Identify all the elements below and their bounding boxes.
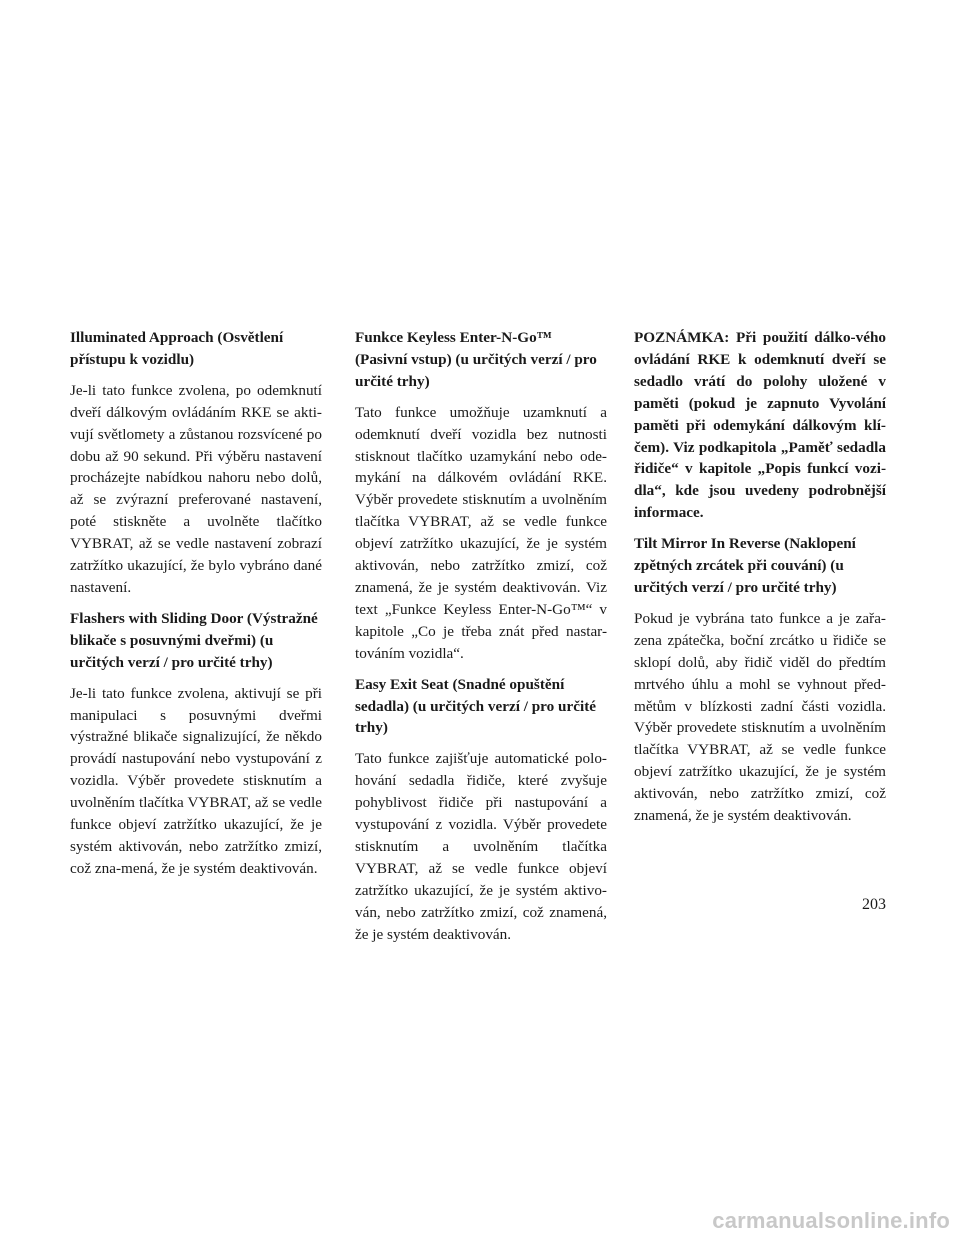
page-number: 203 bbox=[862, 896, 886, 913]
heading-easy-exit-seat: Easy Exit Seat (Snadné opuštění sedadla) (u určitých verzí / pro určité trhy) bbox=[355, 675, 596, 737]
heading-tilt-mirror-in-reverse: Tilt Mirror In Reverse (Naklopení zpětných zrcátek při couvání) (u určitých verzí / pro určité trhy) bbox=[634, 535, 856, 596]
column-left bbox=[70, 327, 322, 889]
heading-flashers-sliding-door: Flashers with Sliding Door (Výstražné blikače s posuvnými dveřmi) (u určitých verzí / pro určité trhy) bbox=[70, 609, 318, 671]
column-middle bbox=[355, 327, 607, 954]
paragraph-keyless-enter-n-go: Tato funkce umožňuje uzamknutí a odemknutí dveří vozidla bez nutnosti stisknout tlačítko uzamykání nebo ode-mykání na dálkovém ovládání RKE. Výběr provedete stisknutím a uvolněním tlačítka VYBRAT, až se vedle funkce objeví zatržítko ukazující, že je systém aktivován, nebo zatržítko zmizí, což znamená, že je systém deaktivován. Viz text „Funkce Keyless Enter-N-Go™“ v kapitole „Co je třeba znát před nastar-továním vozidla“. bbox=[355, 403, 607, 662]
heading-illuminated-approach: Illuminated Approach (Osvětlení přístupu k vozidlu) bbox=[70, 329, 284, 368]
paragraph-illuminated-approach: Je-li tato funkce zvolena, po odemknutí dveří dálkovým ovládáním RKE se akti-vují světlomety a zůstanou rozsvícené po dobu až 90 sekund. Při výběru nastavení procházejte nabídkou nahoru nebo dolů, až se zvýrazní preferované nastavení, poté stiskněte a uvolněte tlačítko VYBRAT, až se vedle nastavení zobrazí zatržítko ukazující, že bylo vybráno dané nastavení. bbox=[70, 381, 322, 596]
note-paragraph: POZNÁMKA: Při použití dálko-vého ovládání RKE k odemknutí dveří se sedadlo vrátí do polohy uložené v paměti (pokud je zapnuto Vyvolání paměti při odemykání dálkovým klí-čem). Viz podkapitola „Paměť sedadla řidiče“ v kapitole „Popis funkcí vozi-dla“, kde jsou uvedeny podrobnější informace. bbox=[634, 329, 886, 522]
heading-keyless-enter-n-go: Funkce Keyless Enter-N-Go™ (Pasivní vstup) (u určitých verzí / pro určité trhy) bbox=[355, 329, 597, 390]
paragraph-flashers-sliding-door: Je-li tato funkce zvolena, aktivují se při manipulaci s posuvnými dveřmi výstražné blikače signalizující, že někdo provádí nastupování nebo vystupování z vozidla. Výběr provedete stisknutím a uvolněním tlačítka VYBRAT, až se vedle funkce objeví zatržítko ukazující, že je systém aktivován, nebo zatržítko zmizí, což zna-mená, že je systém deaktivován. bbox=[70, 684, 322, 877]
paragraph-easy-exit-seat: Tato funkce zajišťuje automatické polo-hování sedadla řidiče, které zvyšuje pohyblivost řidiče při nastupování a vystupování z vozidla. Výběr provedete stisknutím a uvolněním tlačítka VYBRAT, až se vedle funkce objeví zatržítko ukazující, že je systém aktivo-ván, nebo zatržítko zmizí, což znamená, že je systém deaktivován. bbox=[355, 750, 607, 943]
watermark[interactable]: carmanualsonline.info bbox=[712, 1208, 950, 1233]
paragraph-tilt-mirror-in-reverse: Pokud je vybrána tato funkce a je zařa-zena zpátečka, boční zrcátko u řidiče se sklopí dolů, aby řidič viděl do předtím mrtvého úhlu a mohl se vyhnout před-mětům v blízkosti zadní části vozidla. Výběr provedete stisknutím a uvolněním tlačítka VYBRAT, až se vedle funkce objeví zatržítko ukazující, že je systém aktivován, nebo zatržítko zmizí, což znamená, že je systém deaktivován. bbox=[634, 609, 886, 825]
column-right bbox=[634, 327, 886, 836]
